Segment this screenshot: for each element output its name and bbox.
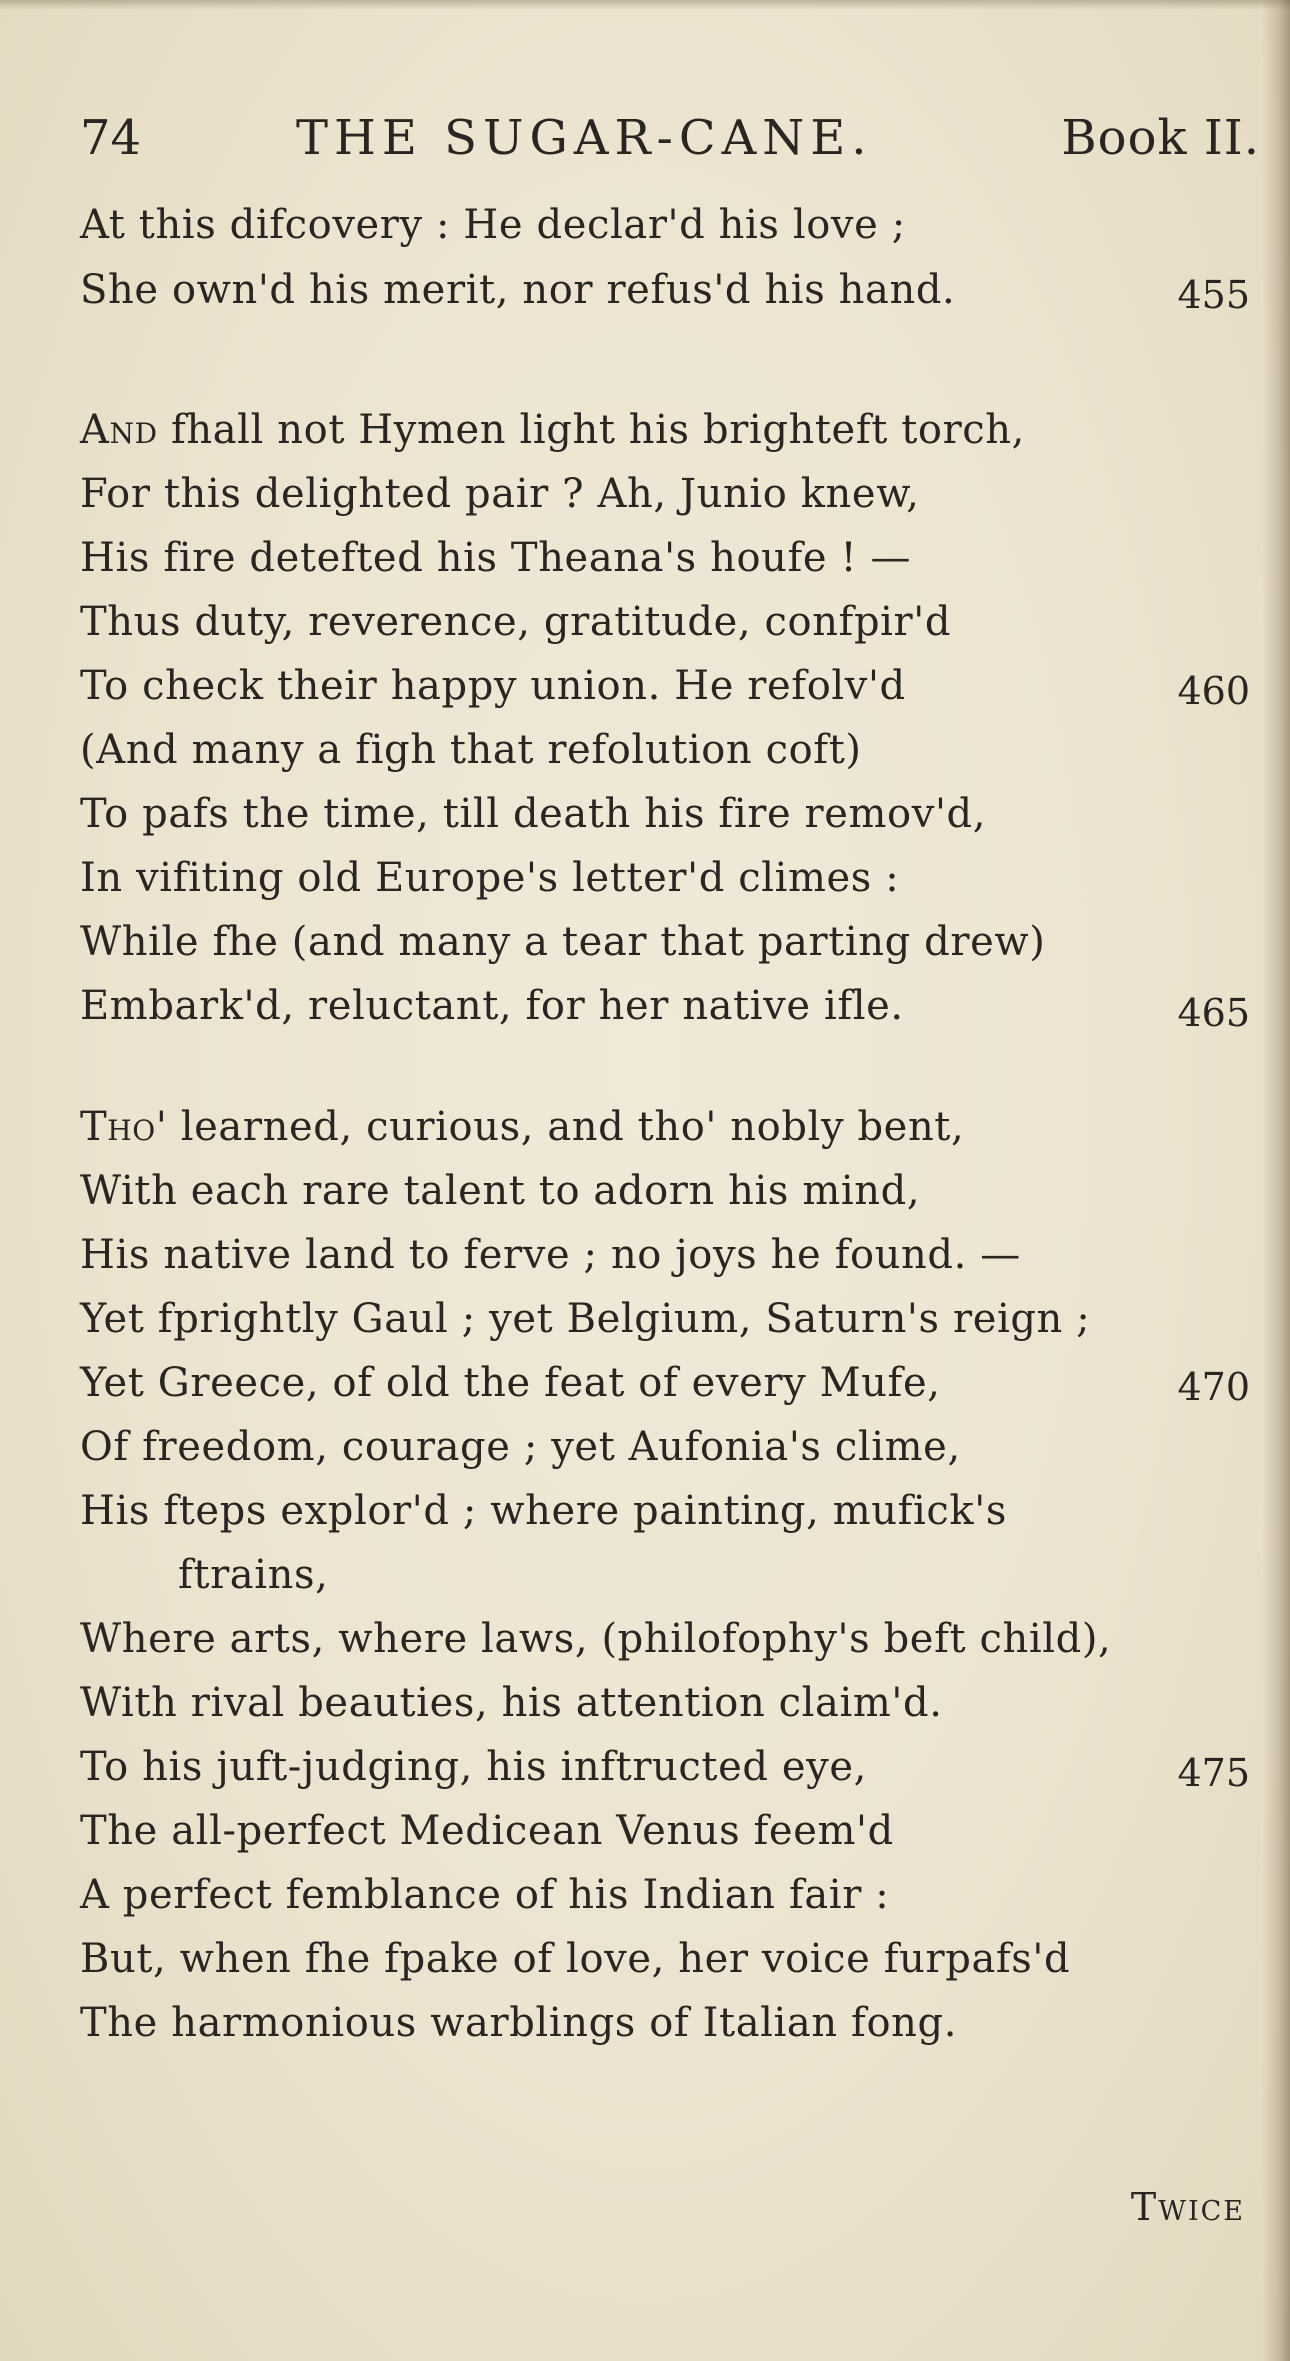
verse-line: A perfect femblance of his Indian fair : (80, 1872, 890, 1918)
running-header (80, 108, 1260, 168)
verse-line: (And many a figh that refolution coft) (80, 727, 862, 773)
verse-line: His native land to ferve ; no joys he found. — (80, 1232, 1021, 1278)
verse-line: To check their happy union. He refolv'd (80, 663, 906, 709)
catchword: Twice (1130, 2185, 1245, 2229)
verse-line: His fteps explor'd ; where painting, mufick's (80, 1488, 1007, 1534)
verse-line: Yet Greece, of old the feat of every Mufe, (80, 1360, 941, 1406)
verse-line: Of freedom, courage ; yet Aufonia's clime, (80, 1424, 961, 1470)
line-number: 475 (1177, 1751, 1250, 1795)
verse-line: In vifiting old Europe's letter'd climes : (80, 855, 900, 901)
verse-line: With each rare talent to adorn his mind, (80, 1168, 921, 1214)
verse-line: But, when fhe fpake of love, her voice furpafs'd (80, 1936, 1071, 1982)
stanza-lead-word: Tho' (80, 1104, 168, 1150)
verse-line: For this delighted pair ? Ah, Junio knew, (80, 471, 920, 517)
verse-line: At this difcovery : He declar'd his love ; (80, 202, 906, 248)
verse-line: Embark'd, reluctant, for her native ifle. (80, 983, 904, 1029)
verse-line-continuation: ftrains, (178, 1552, 329, 1598)
book-label: Book II. (1061, 110, 1260, 166)
verse-line: His fire detefted his Theana's houfe ! — (80, 535, 912, 581)
verse-line: To pafs the time, till death his fire remov'd, (80, 791, 987, 837)
verse-line: She own'd his merit, nor refus'd his hand. (80, 267, 956, 313)
verse-line: Yet fprightly Gaul ; yet Belgium, Saturn's reign ; (80, 1296, 1091, 1342)
verse-line: The all-perfect Medicean Venus feem'd (80, 1808, 894, 1854)
running-title: THE SUGAR-CANE. (296, 110, 873, 166)
verse-line: And fhall not Hymen light his brighteft torch, (80, 407, 1025, 453)
line-number: 460 (1177, 669, 1250, 713)
stanza-lead-word: And (80, 407, 158, 453)
line-number: 470 (1177, 1365, 1250, 1409)
verse-line: Where arts, where laws, (philofophy's beft child), (80, 1616, 1112, 1662)
page-number: 74 (80, 110, 142, 166)
verse-line: Thus duty, reverence, gratitude, confpir'd (80, 599, 952, 645)
verse-line: With rival beauties, his attention claim'd. (80, 1680, 943, 1726)
verse-line: Tho' learned, curious, and tho' nobly bent, (80, 1104, 965, 1150)
page-top-shadow (0, 0, 1290, 10)
verse-line: To his juft-judging, his inftructed eye, (80, 1744, 867, 1790)
line-number: 455 (1177, 273, 1250, 317)
verse-line: The harmonious warblings of Italian fong. (80, 2000, 958, 2046)
verse-line: While fhe (and many a tear that parting drew) (80, 919, 1046, 965)
line-number: 465 (1177, 991, 1250, 1035)
